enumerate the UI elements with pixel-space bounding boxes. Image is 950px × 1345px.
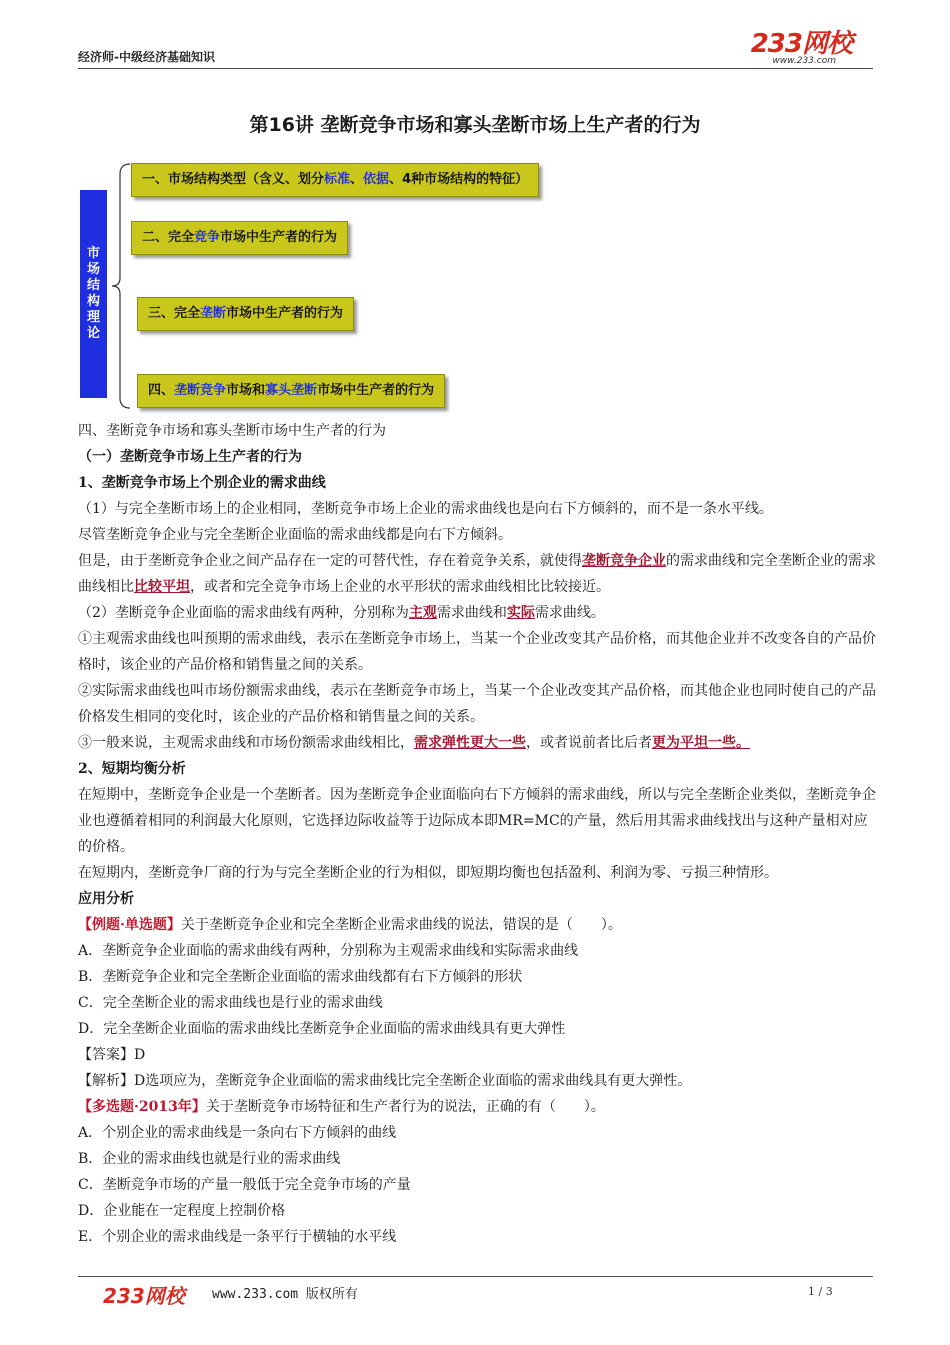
paragraph: 在短期中，垄断竞争企业是一个垄断者。因为垄断竞争企业面临向右下方倾斜的需求曲线，所以与完全垄断企业类似，垄断竞争企业也遵循着相同的利润最大化原则，它选择边际收益等于边际成本即MR=MC的产量，然后用其需求曲线找出与这种产量相对应的价格。 — [78, 787, 876, 855]
logo-url: www.233.com — [772, 56, 836, 66]
paragraph: ①主观需求曲线也叫预期的需求曲线，表示在垄断竞争市场上，当某一个企业改变其产品价格，而其他企业并不改变各自的产品价格时，该企业的产品价格和销售量之间的关系。 — [78, 631, 876, 673]
root-char: 市 — [86, 246, 100, 261]
option: B．企业的需求曲线也就是行业的需求曲线 — [78, 1151, 341, 1167]
diagram-item-1: 一、市场结构类型（含义、划分标准、依据、4种市场结构的特征） — [131, 163, 539, 197]
logo-number: 233 — [750, 29, 802, 59]
diagram-root — [80, 190, 107, 398]
option: A．垄断竞争企业面临的需求曲线有两种，分别称为主观需求曲线和实际需求曲线 — [78, 943, 579, 959]
question-1: 【例题·单选题】关于垄断竞争企业和完全垄断企业需求曲线的说法，错误的是（ ）。 — [78, 917, 622, 933]
site-logo[interactable] — [722, 30, 852, 66]
option: C．垄断竞争市场的产量一般低于完全竞争市场的产量 — [78, 1177, 411, 1193]
option: C．完全垄断企业的需求曲线也是行业的需求曲线 — [78, 995, 383, 1011]
option: D．完全垄断企业面临的需求曲线比垄断竞争企业面临的需求曲线具有更大弹性 — [78, 1021, 566, 1037]
explanation: 【解析】D选项应为，垄断竞争企业面临的需求曲线比完全垄断企业面临的需求曲线具有更大弹性。 — [78, 1073, 692, 1089]
option: B．垄断竞争企业和完全垄断企业面临的需求曲线都有右下方倾斜的形状 — [78, 969, 523, 985]
paragraph: 尽管垄断竞争企业与完全垄断企业面临的需求曲线都是向右下方倾斜。 — [78, 527, 512, 543]
paragraph: 在短期内，垄断竞争厂商的行为与完全垄断企业的行为相似，即短期均衡也包括盈利、利润为零、亏损三种情形。 — [78, 865, 778, 881]
paragraph: ②实际需求曲线也叫市场份额需求曲线，表示在垄断竞争市场上，当某一个企业改变其产品价格，而其他企业也同时使自己的产品价格发生相同的变化时，该企业的产品价格和销售量之间的关系。 — [78, 683, 876, 725]
header-divider — [78, 68, 873, 69]
emphasis: 更为平坦一些。 — [652, 735, 750, 751]
option: A．个别企业的需求曲线是一条向右下方倾斜的曲线 — [78, 1125, 397, 1141]
paragraph: 但是，由于垄断竞争企业之间产品存在一定的可替代性，存在着竞争关系，就使得垄断竞争企业的需求曲线和完全垄断企业的需求曲线相比比较平坦，或者和完全竞争市场上企业的水平形状的需求曲线相比比较接近。 — [78, 553, 876, 595]
diagram-brace — [108, 160, 138, 412]
diagram-item-2: 二、完全竞争市场中生产者的行为 — [131, 221, 348, 255]
root-char: 结 — [86, 278, 100, 293]
diagram-item-4: 四、垄断竞争市场和寡头垄断市场中生产者的行为 — [137, 374, 445, 408]
root-char: 场 — [86, 262, 100, 277]
footer-divider — [78, 1276, 873, 1277]
footer-copyright: www.233.com 版权所有 — [212, 1287, 358, 1302]
question-tag: 【多选题·2013年】 — [78, 1099, 206, 1115]
emphasis: 实际 — [506, 605, 535, 621]
emphasis: 主观 — [408, 605, 437, 621]
question-2: 【多选题·2013年】关于垄断竞争市场特征和生产者行为的说法，正确的有（ ）。 — [78, 1099, 605, 1115]
paragraph: （1）与完全垄断市场上的企业相同，垄断竞争市场上企业的需求曲线也是向右下方倾斜的，而不是一条水平线。 — [78, 501, 773, 517]
page-number: 1 / 3 — [808, 1285, 833, 1298]
emphasis: 垄断竞争企业 — [582, 553, 666, 569]
answer: 【答案】D — [78, 1047, 146, 1063]
topic-heading: 应用分析 — [78, 891, 134, 907]
emphasis: 比较平坦 — [134, 579, 190, 595]
topic-heading: 1、垄断竞争市场上个别企业的需求曲线 — [78, 475, 326, 491]
section-heading: 四、垄断竞争市场和寡头垄断市场中生产者的行为 — [78, 423, 386, 439]
emphasis: 需求弹性更大一些 — [414, 735, 526, 751]
footer-logo[interactable]: 233网校 — [103, 1284, 185, 1308]
topic-heading: 2、短期均衡分析 — [78, 761, 186, 777]
document-body — [78, 418, 878, 1250]
root-char: 理 — [86, 310, 100, 325]
option: E．个别企业的需求曲线是一条平行于横轴的水平线 — [78, 1229, 397, 1245]
question-tag: 【例题·单选题】 — [78, 917, 181, 933]
paragraph: ③一般来说，主观需求曲线和市场份额需求曲线相比，需求弹性更大一些，或者说前者比后者更为平坦一些。 — [78, 735, 750, 751]
option: D．企业能在一定程度上控制价格 — [78, 1203, 286, 1219]
logo-text: 网校 — [801, 29, 852, 59]
header-subject: 经济师-中级经济基础知识 — [78, 50, 215, 64]
root-char: 构 — [86, 294, 100, 309]
root-char: 论 — [86, 326, 100, 341]
page-title: 第16讲 垄断竞争市场和寡头垄断市场上生产者的行为 — [249, 114, 701, 136]
paragraph: （2）垄断竞争企业面临的需求曲线有两种，分别称为主观需求曲线和实际需求曲线。 — [78, 605, 605, 621]
diagram-item-3: 三、完全垄断市场中生产者的行为 — [137, 297, 354, 331]
subsection-heading: （一）垄断竞争市场上生产者的行为 — [78, 449, 302, 465]
